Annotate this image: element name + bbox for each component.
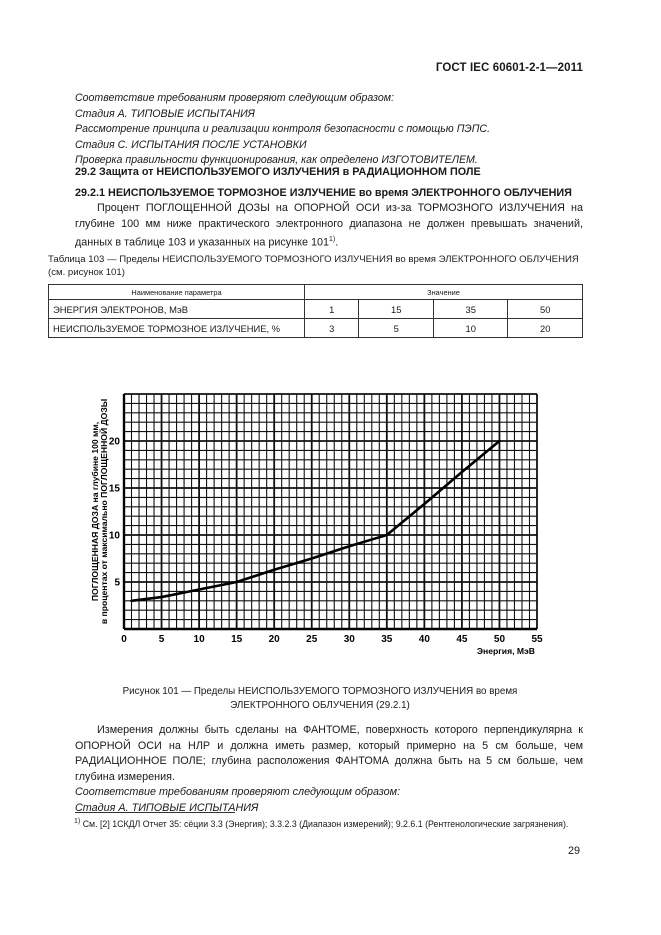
table-row	[49, 319, 583, 338]
subsection-heading: 29.2.1 НЕИСПОЛЬЗУЕМОЕ ТОРМОЗНОЕ ИЗЛУЧЕНИЕ во время ЭЛЕКТРОННОГО ОБЛУЧЕНИЯ	[75, 187, 572, 199]
row-label: НЕИСПОЛЬЗУЕМОЕ ТОРМОЗНОЕ ИЗЛУЧЕНИЕ, %	[49, 319, 305, 338]
footnote	[48, 815, 583, 831]
data-point	[424, 503, 426, 505]
y-tick-label: 15	[108, 483, 120, 495]
chart-axes	[124, 394, 537, 629]
data-point	[131, 600, 133, 602]
x-tick-label: 25	[306, 634, 318, 645]
data-point	[311, 558, 313, 560]
section-paragraph-text: Процент ПОГЛОЩЕННОЙ ДОЗЫ на ОПОРНОЙ ОСИ из-за ТОРМОЗНОГО ИЗЛУЧЕНИЯ на глубине 100 мм ниже практического электронного диапазона не должен превышать значений, данных в таблице 103 и указанных на рисунке 101	[75, 202, 583, 249]
page-number: 29	[568, 845, 581, 857]
compliance-line-1: Соответствие требованиям проверяют следующим образом:	[75, 92, 394, 104]
cell-value: 20	[508, 319, 583, 338]
footnote-divider	[75, 812, 235, 813]
chart-series	[131, 440, 501, 601]
cell-value: 50	[508, 300, 583, 319]
cell-value: 5	[359, 319, 434, 338]
row-label: ЭНЕРГИЯ ЭЛЕКТРОНОВ, МэВ	[49, 300, 305, 319]
chart-grid	[124, 394, 537, 629]
x-tick-label: 15	[231, 634, 243, 645]
header-value: Значение	[305, 285, 583, 300]
data-point	[499, 440, 501, 442]
data-point	[273, 569, 275, 571]
figure-caption-line2: ЭЛЕКТРОННОГО ОБЛУЧЕНИЯ (29.2.1)	[230, 700, 410, 711]
x-tick-label: 50	[493, 634, 506, 645]
x-tick-label: 20	[268, 634, 280, 645]
y-tick-label: 20	[108, 436, 120, 448]
data-point	[348, 545, 350, 547]
compliance-line-2: Стадия А. ТИПОВЫЕ ИСПЫТАНИЯ	[75, 108, 255, 120]
data-point	[386, 534, 388, 536]
figure-caption	[100, 685, 540, 713]
bremsstrahlung-limit-chart	[88, 388, 558, 658]
x-tick-label: 30	[343, 634, 355, 645]
x-tick-label: 35	[381, 634, 393, 645]
limits-table	[48, 284, 583, 338]
section-heading: 29.2 Защита от НЕИСПОЛЬЗУЕМОГО ИЗЛУЧЕНИЯ в РАДИАЦИОННОМ ПОЛЕ	[75, 166, 481, 178]
data-point	[461, 471, 463, 473]
chart-labels	[90, 399, 543, 656]
x-tick-label: 0	[121, 634, 127, 645]
x-axis-label: Энергия, МэВ	[476, 646, 535, 656]
cell-value: 10	[433, 319, 508, 338]
y-tick-label: 10	[108, 530, 120, 542]
document-standard-header: ГОСТ IEC 60601-2-1—2011	[435, 62, 583, 74]
compliance-line-5: Проверка правильности функционирования, как определено ИЗГОТОВИТЕЛЕМ.	[75, 154, 478, 166]
header-param: Наименование параметра	[49, 285, 305, 300]
y-tick-label: 5	[114, 577, 120, 589]
footnote-text: См. [2] 1СКДЛ Отчет 35: сёции 3.3 (Энергия); 3.3.2.3 (Диапазон измерений); 9.2.6.1 (Рентгенологические загрязнения).	[82, 818, 569, 829]
section-paragraph: Процент ПОГЛОЩЕННОЙ ДОЗЫ на ОПОРНОЙ ОСИ из-за ТОРМОЗНОГО ИЗЛУЧЕНИЯ на глубине 100 мм ниже практического электронного диапазона не должен превышать значений, данных в таблице 103 и указанных на рисунке 101$^{1)}$.	[75, 202, 583, 249]
table-row	[49, 300, 583, 319]
cell-value: 3	[305, 319, 359, 338]
series-line	[132, 441, 500, 601]
cell-value: 15	[359, 300, 434, 319]
y-axis-label-line2: в процентах от максимально ПОГЛОЩЕННОЙ ДОЗЫ	[99, 398, 109, 625]
x-tick-label: 10	[193, 634, 205, 645]
compliance-line-3: Рассмотрение принципа и реализации контроля безопасности с помощью ПЭПС.	[75, 123, 491, 135]
data-point	[236, 581, 238, 583]
cell-value: 1	[305, 300, 359, 319]
table-caption: Таблица 103 — Пределы НЕИСПОЛЬЗУЕМОГО ТОРМОЗНОГО ИЗЛУЧЕНИЯ во время ЭЛЕКТРОННОГО ОБЛУЧЕНИЯ (см. рисунок 101)	[48, 254, 579, 278]
cell-value: 35	[433, 300, 508, 319]
measurement-paragraph	[75, 723, 583, 817]
x-tick-label: 5	[158, 634, 165, 645]
x-tick-label: 55	[531, 634, 543, 645]
measurement-text: Измерения должны быть сделаны на ФАНТОМЕ, поверхность которого перпендикулярна к ОПОРНОЙ ОСИ на НЛР и должна иметь размер, который примерно на 5 см больше, чем РАДИАЦИОННОЕ ПОЛЕ; глубина расположения ФАНТОМА должна быть на 5 см больше, чем глубина измерения.	[75, 724, 583, 783]
footnote-mark: 1)	[74, 818, 81, 825]
x-tick-label: 40	[418, 634, 430, 645]
footnote-ref: 1)	[329, 236, 336, 244]
data-point	[161, 596, 163, 598]
x-tick-label: 45	[456, 634, 468, 645]
figure-caption-line1: Рисунок 101 — Пределы НЕИСПОЛЬЗУЕМОГО ТОРМОЗНОГО ИЗЛУЧЕНИЯ во время	[122, 686, 518, 697]
y-axis-label-line1: ПОГЛОЩЕННАЯ ДОЗА на глубине 100 мм,	[90, 421, 100, 602]
compliance-line-4: Стадия С. ИСПЫТАНИЯ ПОСЛЕ УСТАНОВКИ	[75, 139, 307, 151]
measurement-stage: Стадия А. ТИПОВЫЕ ИСПЫТАНИЯ	[75, 801, 259, 814]
data-point	[198, 589, 200, 591]
table-header-row	[49, 285, 583, 300]
measurement-compliance: Соответствие требованиям проверяют следующим образом:	[75, 786, 401, 799]
